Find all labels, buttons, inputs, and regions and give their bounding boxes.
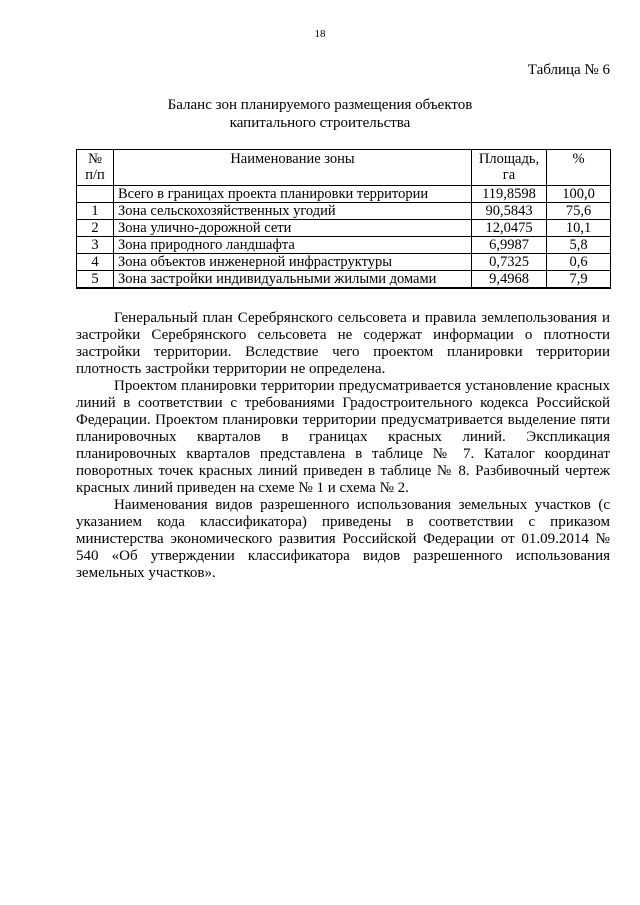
row-zone-name: Зона природного ландшафта	[114, 237, 472, 254]
table-row	[77, 186, 611, 203]
row-area	[472, 288, 547, 289]
table-row	[77, 203, 611, 220]
header-num-line-2: п/п	[85, 167, 105, 183]
row-num	[77, 186, 114, 203]
paragraph-land-use: Наименования видов разрешенного использования земельных участков (с указанием кода классификатора) приведены в соответствии с приказом министерства экономического развития Российской Федерации от 01.09.2014 № 540 «Об утверждении классификатора видов разрешенного использования земельных участков».	[76, 497, 610, 581]
header-num-line-1: №	[88, 151, 102, 167]
row-num: 3	[77, 237, 114, 254]
row-num: 2	[77, 220, 114, 237]
row-zone-name: Зона объектов инженерной инфраструктуры	[114, 254, 472, 271]
row-num: 1	[77, 203, 114, 220]
zones-balance-table	[76, 149, 611, 289]
header-area	[472, 150, 547, 186]
row-percent	[547, 288, 611, 289]
row-percent: 0,6	[547, 254, 611, 271]
row-zone-name: Всего в границах проекта планировки территории	[114, 186, 472, 203]
row-percent: 10,1	[547, 220, 611, 237]
row-num: 4	[77, 254, 114, 271]
row-num: 5	[77, 271, 114, 288]
row-percent: 7,9	[547, 271, 611, 288]
table-title	[0, 96, 640, 132]
header-area-line-1: Площадь,	[478, 151, 540, 167]
row-area: 9,4968	[472, 271, 547, 288]
body-text	[76, 310, 610, 582]
paragraph-density: Генеральный план Серебрянского сельсовета и правила землепользования и застройки Серебрянского сельсовета не содержат информации о плотности застройки территории. Вследствие чего проектом планировки территории плотность застройки территории не определена.	[76, 310, 610, 377]
row-area: 90,5843	[472, 203, 547, 220]
page-number: 18	[314, 28, 326, 40]
header-name: Наименование зоны	[114, 150, 472, 186]
table-title-line-2: капитального строительства	[229, 115, 411, 131]
header-area-line-2: га	[502, 167, 516, 183]
row-area: 119,8598	[472, 186, 547, 203]
header-num	[77, 150, 114, 186]
row-area: 6,9987	[472, 237, 547, 254]
table-title-line-1: Баланс зон планируемого размещения объектов	[167, 97, 473, 113]
table-row	[77, 288, 611, 289]
row-percent: 100,0	[547, 186, 611, 203]
table-label: Таблица № 6	[527, 62, 610, 78]
row-zone-name: Зона сельскохозяйственных угодий	[114, 203, 472, 220]
table-header-row	[77, 150, 611, 186]
row-percent: 75,6	[547, 203, 611, 220]
table-row	[77, 271, 611, 288]
paragraph-red-lines: Проектом планировки территории предусматривается установление красных линий в соответствии с требованиями Градостроительного кодекса Российской Федерации. Проектом планировки территории предусматривается выделение пяти планировочных кварталов в границах красных линий. Экспликация планировочных кварталов представлена в таблице № 7. Каталог координат поворотных точек красных линий приведен в таблице № 8. Разбивочный чертеж красных линий приведен на схеме № 1 и схема № 2.	[76, 378, 610, 496]
row-zone-name: Зона улично-дорожной сети	[114, 220, 472, 237]
header-percent: %	[547, 150, 611, 186]
table-row	[77, 237, 611, 254]
row-zone-name: Зона застройки индивидуальными жилыми домами	[114, 271, 472, 288]
row-area: 12,0475	[472, 220, 547, 237]
row-percent: 5,8	[547, 237, 611, 254]
table-row	[77, 220, 611, 237]
row-num	[77, 288, 114, 289]
row-area: 0,7325	[472, 254, 547, 271]
row-zone-name	[114, 288, 472, 289]
table-row	[77, 254, 611, 271]
